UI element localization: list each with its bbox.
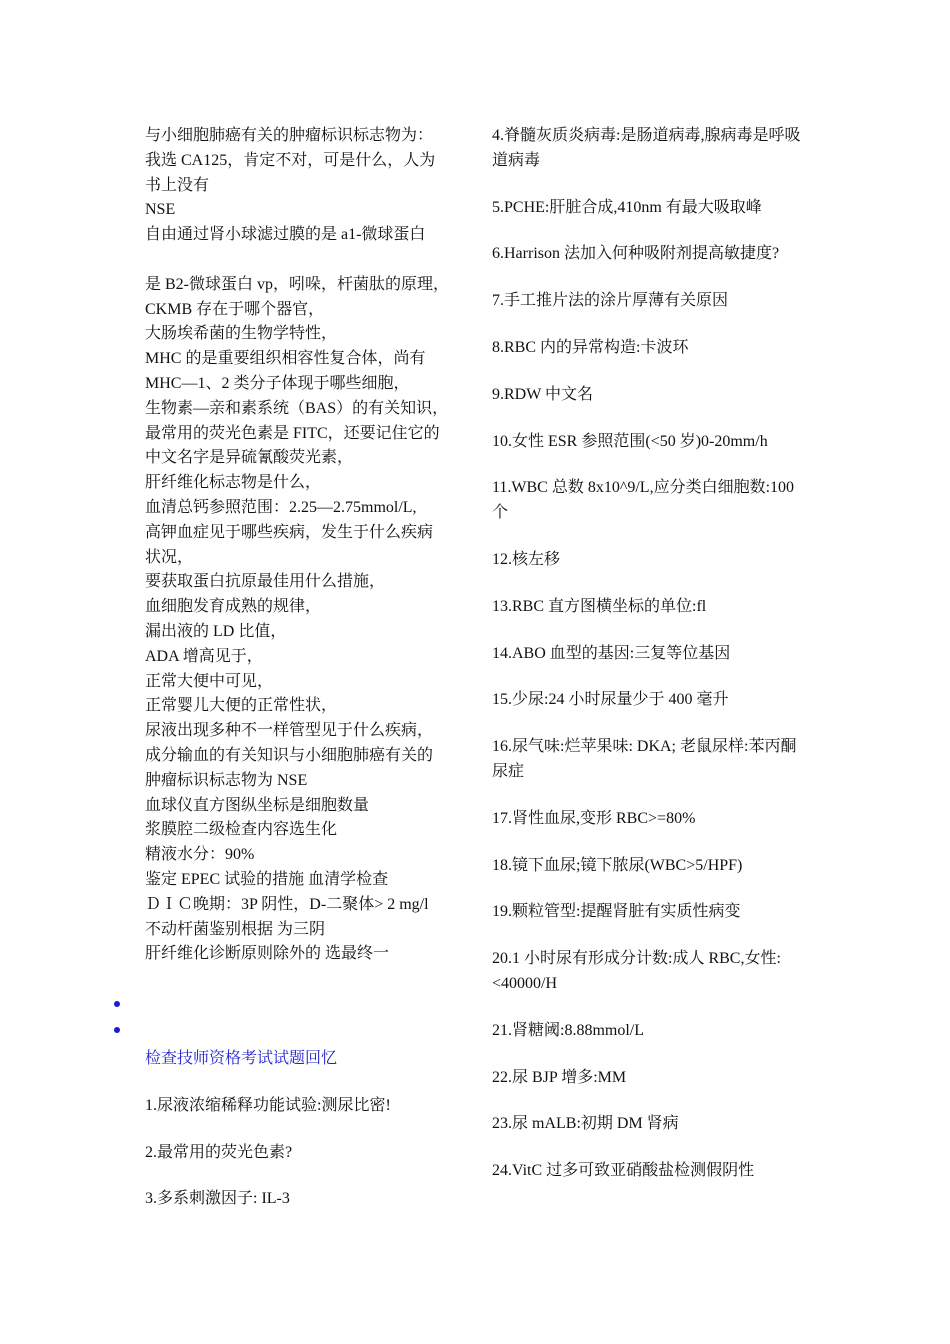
question-item: 2.最常用的荧光色素? — [145, 1143, 293, 1161]
question-item: 9.RDW 中文名 — [492, 385, 594, 403]
bullet-dot-icon — [114, 1027, 120, 1033]
note-line: 精液水分：90% — [145, 846, 255, 864]
note-line: 中文名字是异硫氰酸荧光素， — [145, 449, 354, 467]
question-item: 18.镜下血尿;镜下脓尿(WBC>5/HPF) — [492, 856, 743, 874]
exam-recall-link[interactable]: 检查技师资格考试试题回忆 — [145, 1050, 338, 1068]
note-line: 正常大便中可见， — [145, 672, 274, 690]
question-item: 8.RBC 内的异常构造:卡波环 — [492, 338, 689, 356]
note-line: MHC 的是重要组织相容性复合体，尚有 — [145, 350, 426, 368]
question-item: 24.VitC 过多可致亚硝酸盐检测假阴性 — [492, 1162, 755, 1180]
question-item: 14.ABO 血型的基因:三复等位基因 — [492, 644, 731, 662]
note-line: 肝纤维化诊断原则除外的 选最终一 — [145, 945, 390, 963]
note-line: 肝纤维化标志物是什么， — [145, 474, 322, 492]
note-line: NSE — [145, 201, 176, 219]
question-item: 12.核左移 — [492, 550, 561, 568]
right-column — [492, 124, 804, 1206]
question-item: 23.尿 mALB:初期 DM 肾病 — [492, 1115, 679, 1133]
note-line: 最常用的荧光色素是 FITC，还要记住它的 — [145, 424, 440, 442]
question-item: 20.1 小时尿有形成分计数:成人 RBC,女性:<40000/H — [492, 950, 781, 992]
note-line: 自由通过肾小球滤过膜的是 a1-微球蛋白 — [145, 226, 426, 244]
question-item: 10.女性 ESR 参照范围(<50 岁)0-20mm/h — [492, 432, 768, 450]
note-line: 书上没有 — [145, 176, 210, 194]
question-item: 21.肾糖阈:8.88mmol/L — [492, 1021, 645, 1039]
note-line: 是 B2-微球蛋白 vp，吲哚，杆菌肽的原理， — [145, 275, 450, 293]
question-item: 1.尿液浓缩稀释功能试验:测尿比密! — [145, 1096, 391, 1114]
question-item: 11.WBC 总数 8x10^9/L,应分类白细胞数:100 个 — [492, 479, 795, 522]
note-line: MHC—1、2 类分子体现于哪些细胞， — [145, 374, 410, 392]
note-line: ＤＩＣ晚期：3P 阴性，D-二聚体> 2 mg/l — [145, 895, 429, 913]
question-item: 13.RBC 直方图横坐标的单位:fl — [492, 597, 707, 615]
note-line: 鉴定 EPEC 试验的措施 血清学检查 — [145, 870, 389, 888]
note-line: 浆膜腔二级检查内容选生化 — [145, 821, 338, 839]
notes-block — [145, 124, 457, 967]
note-line: 不动杆菌鉴别根据 为三阴 — [145, 920, 326, 938]
note-line: 正常婴儿大便的正常性状， — [145, 697, 338, 715]
note-line: 血清总钙参照范围：2.25—2.75mmol/L, — [145, 498, 417, 516]
note-line: 高钾血症见于哪些疾病，发生于什么疾病 — [145, 523, 434, 541]
question-item: 3.多系刺激因子: IL-3 — [145, 1190, 290, 1208]
note-line: 生物素—亲和素系统（BAS）的有关知识， — [145, 399, 449, 417]
note-line: CKMB 存在于哪个器官， — [145, 300, 325, 318]
note-line: ADA 增高见于， — [145, 647, 263, 665]
question-item: 22.尿 BJP 增多:MM — [492, 1068, 627, 1086]
question-item: 16.尿气味:烂苹果味: DKA; 老鼠尿样:苯丙酮尿症 — [492, 738, 797, 780]
question-item: 15.少尿:24 小时尿量少于 400 毫升 — [492, 691, 729, 709]
note-line: 血球仪直方图纵坐标是细胞数量 — [145, 796, 370, 814]
note-line: 血细胞发育成熟的规律， — [145, 598, 322, 616]
blank-line — [145, 248, 457, 273]
bullet-list — [145, 995, 457, 1047]
note-line: 要获取蛋白抗原最佳用什么措施， — [145, 573, 386, 591]
note-line: 与小细胞肺癌有关的肿瘤标识标志物为： — [145, 127, 434, 144]
question-item: 5.PCHE:肝脏合成,410nm 有最大吸取峰 — [492, 198, 762, 216]
note-line: 我选 CA125，肯定不对，可是什么，人为 — [145, 151, 436, 169]
left-column — [145, 124, 457, 1212]
note-line: 状况， — [145, 548, 194, 566]
note-line: 漏出液的 LD 比值， — [145, 622, 287, 640]
question-item: 17.肾性血尿,变形 RBC>=80% — [492, 809, 696, 827]
bullet-dot-icon — [114, 1001, 120, 1007]
note-line: 尿液出现多种不一样管型见于什么疾病， — [145, 722, 434, 740]
note-line: 肿瘤标识标志物为 NSE — [145, 771, 308, 789]
question-item: 4.脊髓灰质炎病毒:是肠道病毒,腺病毒是呼吸道病毒 — [492, 127, 801, 169]
note-line: 大肠埃希菌的生物学特性， — [145, 325, 338, 343]
question-item: 6.Harrison 法加入何种吸附剂提高敏捷度? — [492, 245, 780, 263]
question-item: 19.颗粒管型:提醒肾脏有实质性病变 — [492, 903, 741, 921]
note-line: 成分输血的有关知识与小细胞肺癌有关的 — [145, 746, 434, 764]
question-item: 7.手工推片法的涂片厚薄有关原因 — [492, 292, 729, 310]
